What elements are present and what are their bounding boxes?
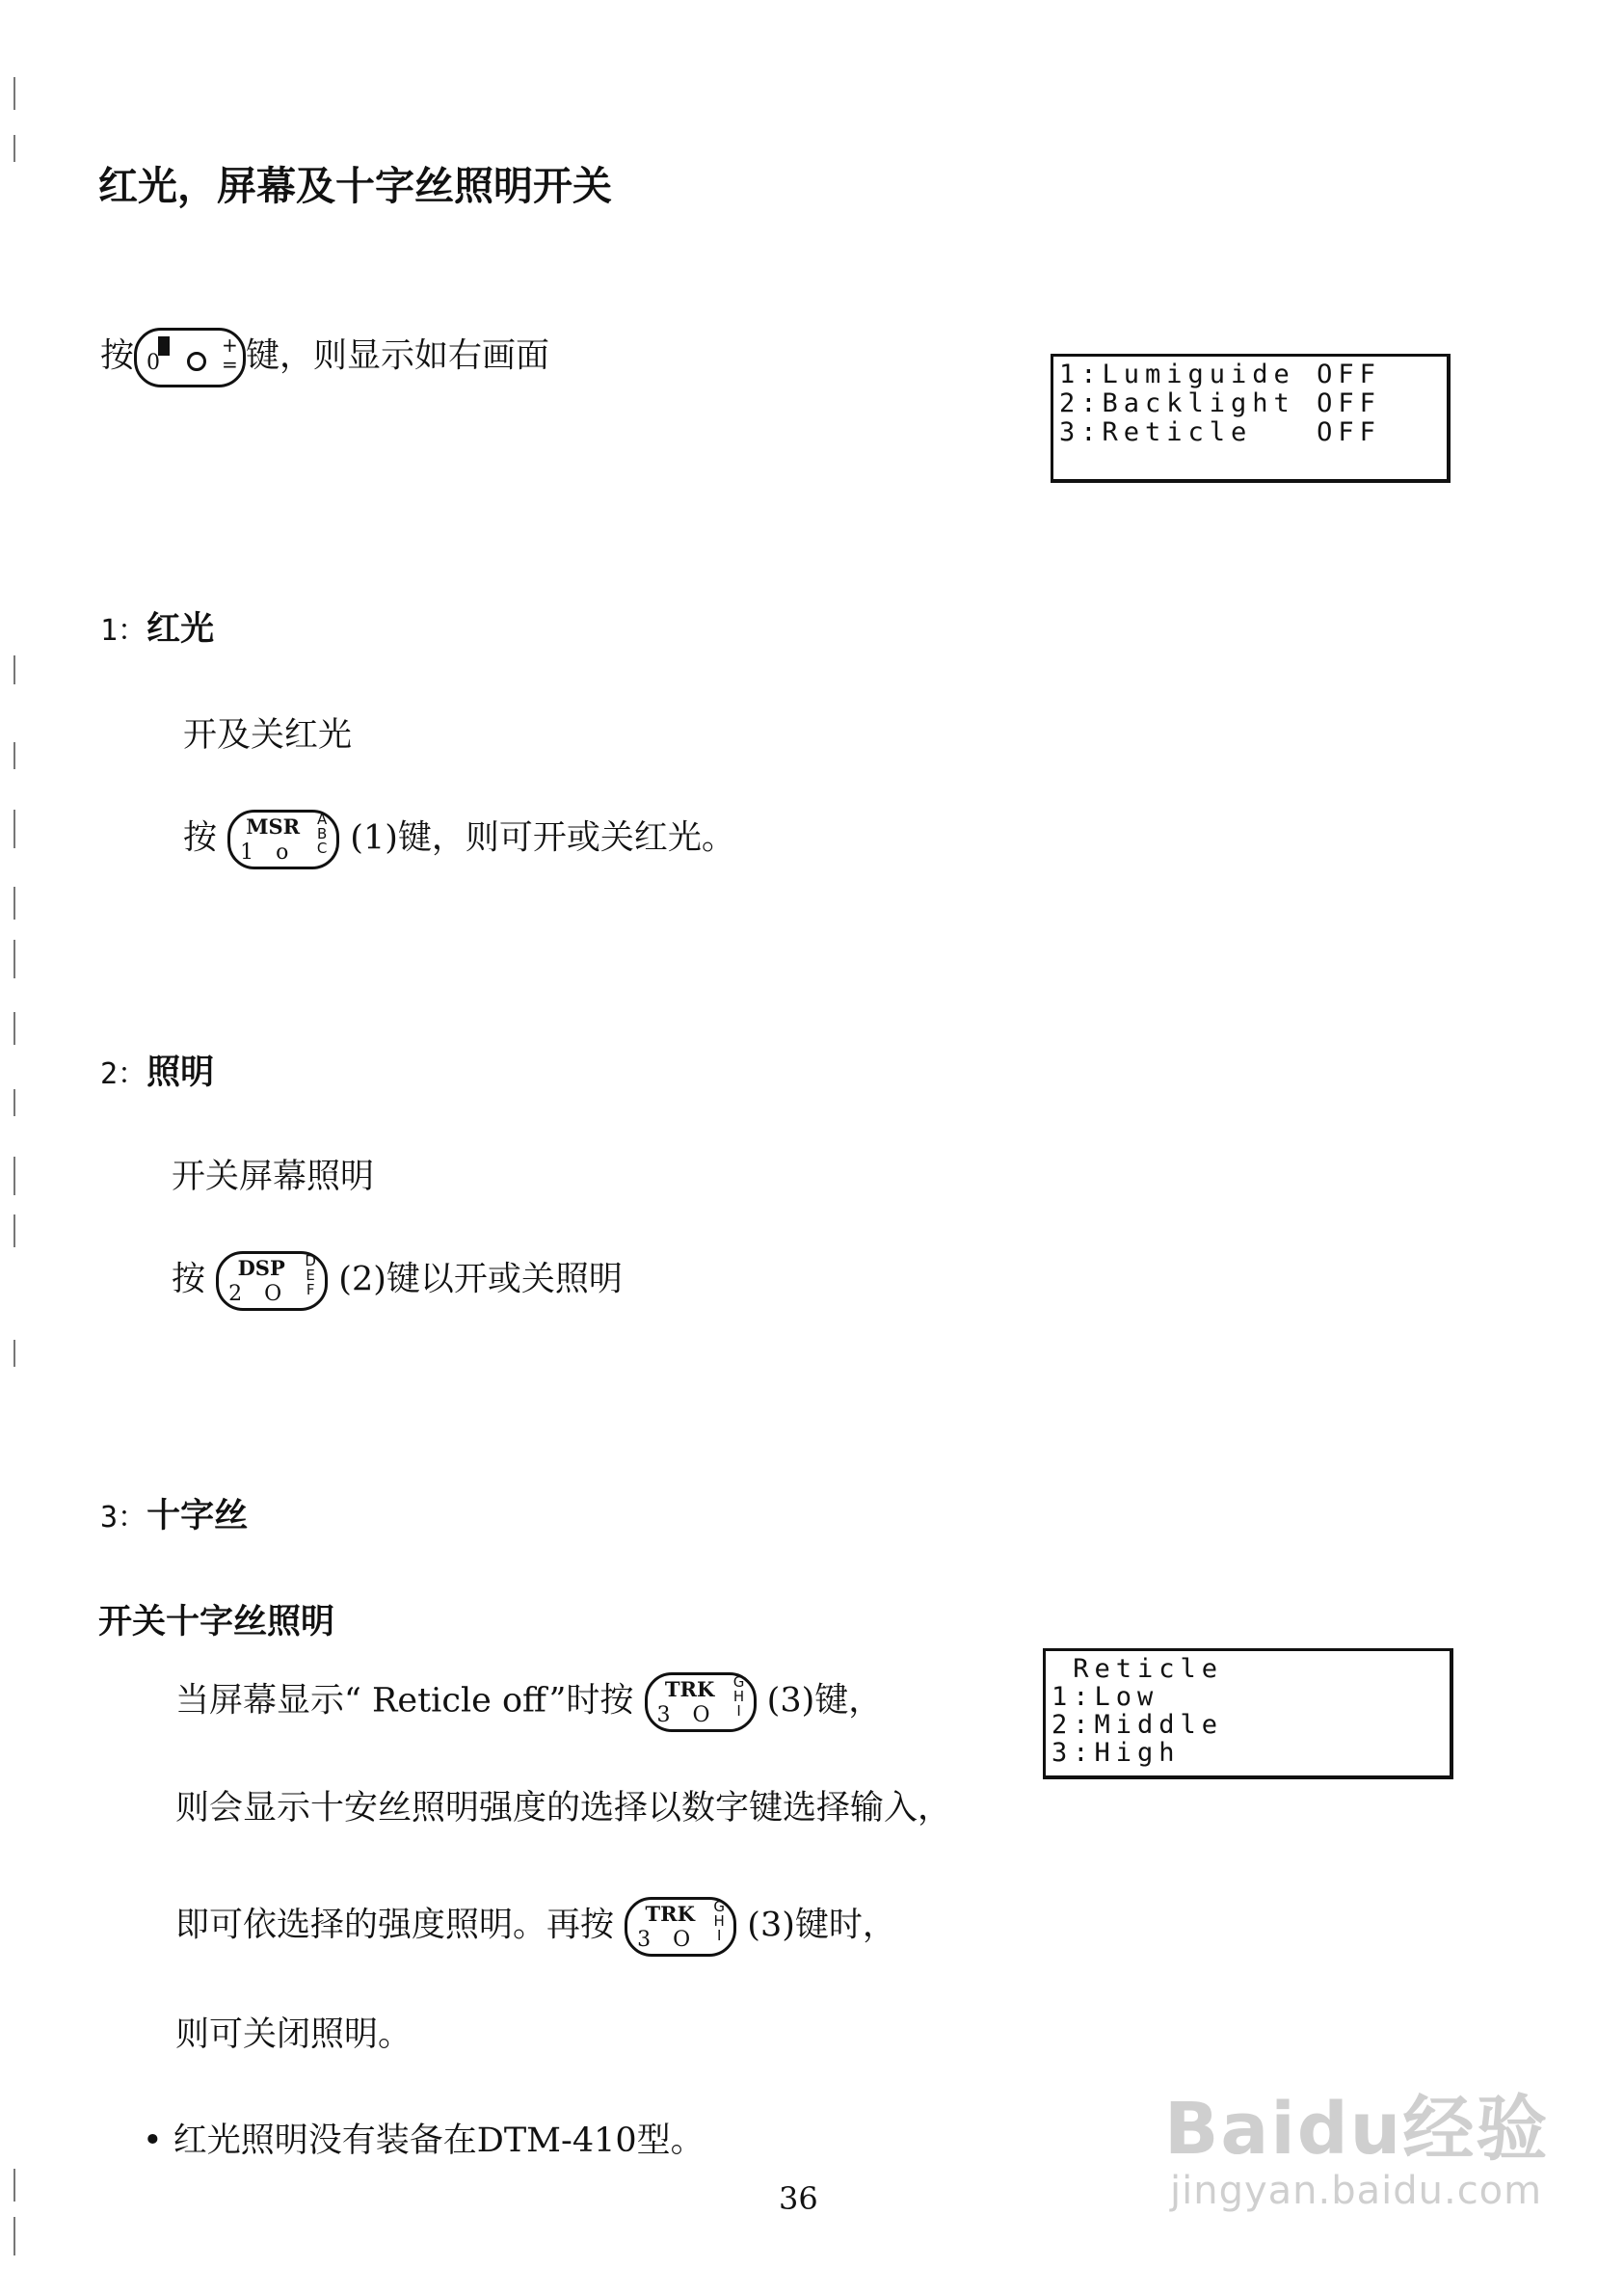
trk-key-icon	[625, 1897, 736, 1957]
section1-suffix: (1)键，则可开或关红光。	[350, 818, 735, 858]
section2-heading	[100, 1046, 214, 1094]
section1-press: 按	[183, 818, 218, 858]
key-top-label: TRK	[664, 1677, 715, 1701]
section3-number: 3：	[100, 1501, 147, 1534]
watermark-url: jingyan.baidu.com	[1170, 2169, 1543, 2213]
watermark-brand: Baidu经验	[1164, 2088, 1550, 2171]
section2-press: 按	[172, 1260, 206, 1299]
lcd-illumination-menu	[1051, 354, 1451, 483]
key-side-letters	[315, 813, 329, 856]
intro-press: 按	[100, 336, 135, 376]
section3-subheading: 开关十字丝照明	[98, 1603, 335, 1641]
scan-mark	[13, 887, 15, 920]
msr-key-icon	[227, 810, 339, 869]
section1-title: 红光	[146, 610, 215, 649]
section3-line1-suffix: (3)键，	[766, 1681, 883, 1721]
key-side-h: H	[713, 1912, 725, 1930]
scan-mark	[13, 1089, 15, 1116]
section3-line3-prefix: 即可依选择的强度照明。再按	[175, 1906, 615, 1945]
section3-line1-prefix: 当屏幕显示“ Reticle off”时按	[175, 1681, 634, 1721]
section3-line3	[175, 1897, 896, 1957]
key-side-b: B	[317, 825, 328, 842]
scan-mark	[13, 1012, 15, 1045]
key-side-i: I	[716, 1927, 722, 1944]
key-side-c: C	[316, 840, 328, 857]
lcd-line: Reticle	[1052, 1654, 1224, 1684]
key-side-g: G	[732, 1673, 745, 1691]
scan-mark	[13, 742, 15, 769]
section2-suffix: (2)键以开或关照明	[338, 1260, 623, 1299]
lcd-reticle-menu	[1043, 1648, 1453, 1779]
key-side-letters	[304, 1254, 317, 1297]
lcd-line: 3:Reticle OFF	[1059, 417, 1381, 447]
model-note: • 红光照明没有装备在DTM-410型。	[143, 2122, 705, 2160]
key-side-letters	[732, 1675, 746, 1719]
key-circle	[187, 352, 206, 371]
key-top-label: MSR	[246, 814, 301, 839]
intro-line	[100, 328, 549, 387]
lcd-line: 3:High	[1052, 1738, 1181, 1768]
key-side-h: H	[732, 1688, 745, 1705]
lcd-line: 2:Middle	[1052, 1710, 1224, 1740]
key-side-letters	[712, 1900, 726, 1943]
key-side-a: A	[317, 811, 328, 828]
scan-mark	[13, 2169, 15, 2202]
intro-suffix: 键，则显示如右画面	[246, 336, 550, 376]
key-top-label: TRK	[645, 1902, 695, 1926]
section1-number: 1：	[100, 614, 147, 648]
key-side-f: F	[306, 1281, 315, 1298]
key-side-i: I	[736, 1702, 741, 1720]
section3-line4: 则可关闭照明。	[175, 2015, 413, 2054]
scan-mark	[13, 1157, 15, 1195]
section1-heading	[100, 602, 214, 651]
key-bottom-label: 2 O	[228, 1282, 290, 1306]
lcd-line: 2:Backlight OFF	[1059, 388, 1381, 418]
lcd-line: 1:Lumiguide OFF	[1059, 360, 1381, 389]
section3-line2: 则会显示十安丝照明强度的选择以数字键选择输入，	[175, 1789, 952, 1828]
section2-instruction	[172, 1251, 623, 1311]
section2-title: 照明	[146, 1054, 215, 1092]
dsp-key-icon	[216, 1251, 328, 1311]
section2-desc: 开关屏幕照明	[172, 1158, 375, 1196]
section3-line3-suffix: (3)键时，	[747, 1906, 896, 1945]
key-side-e: E	[306, 1267, 315, 1284]
key-bottom-label: 1 o	[240, 841, 297, 865]
lcd-line: 1:Low	[1052, 1682, 1159, 1712]
trk-key-icon	[645, 1672, 757, 1732]
key-top-label: DSP	[237, 1256, 285, 1280]
page-number: 36	[779, 2180, 818, 2217]
scan-mark	[13, 77, 15, 110]
scan-mark	[13, 810, 15, 848]
baidu-watermark	[1164, 2072, 1549, 2213]
section3-line1	[175, 1672, 882, 1732]
scan-mark	[13, 135, 15, 162]
section1-instruction	[183, 810, 735, 869]
scan-mark	[13, 2217, 15, 2255]
section3-heading	[100, 1489, 248, 1537]
scan-mark	[13, 1214, 15, 1247]
key-side-plus: +	[222, 334, 238, 357]
key-bottom-label: 3 O	[656, 1703, 718, 1727]
key-side-equals: =	[222, 353, 238, 376]
scan-mark	[13, 1340, 15, 1367]
section3-title: 十字丝	[146, 1497, 249, 1535]
section2-number: 2：	[100, 1057, 147, 1091]
illumination-key-icon	[134, 328, 246, 387]
key-side-d: D	[305, 1252, 316, 1269]
key-side-g: G	[713, 1898, 725, 1915]
scan-mark	[13, 940, 15, 978]
scan-mark	[13, 655, 15, 684]
key-bottom-label: 3 O	[637, 1928, 699, 1952]
section1-desc: 开及关红光	[183, 716, 353, 755]
page-title: 红光，屏幕及十字丝照明开关	[98, 163, 612, 209]
key-bottom: 0	[146, 351, 169, 375]
